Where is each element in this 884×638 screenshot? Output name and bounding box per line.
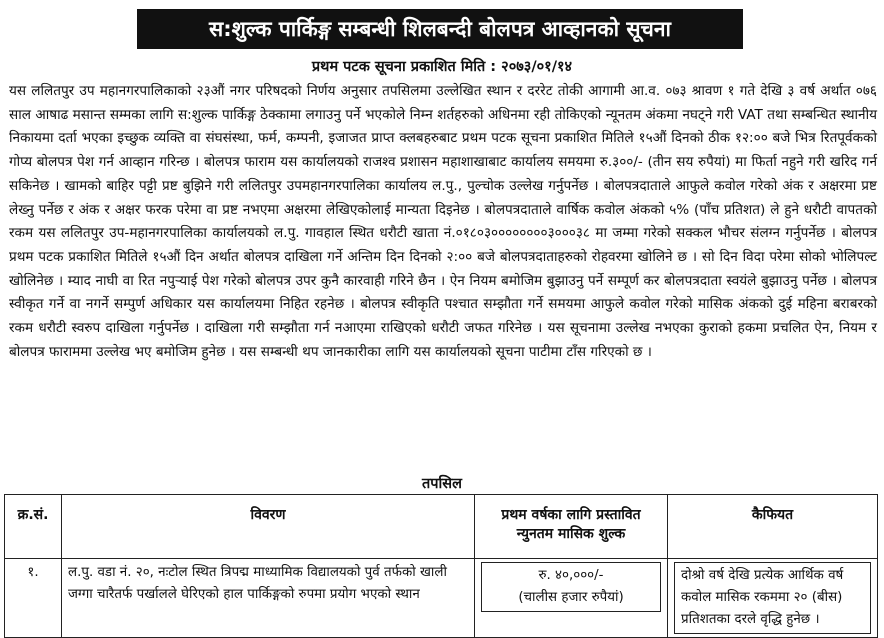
header-remarks: कैफियत bbox=[668, 495, 878, 559]
rent-amount: रु. ४०,०००/- bbox=[538, 568, 604, 583]
schedule-header-row bbox=[5, 495, 878, 559]
rent-box bbox=[481, 562, 661, 612]
rent-in-words: (चालीस हजार रुपैयां) bbox=[518, 590, 624, 605]
notice-body: यस ललितपुर उप महानगरपालिकाको २३औं नगर परिषदको निर्णय अनुसार तपसिलमा उल्लेखित स्थान र दररेट तोकी आगामी आ.व. ०७३ श्रावण १ गते देखि ३ वर्ष अर्थात ०७६ साल आषाढ मसान्त सम्मका लागि स:शुल्क पार्किङ्ग ठेक्कामा लगाउनु पर्ने भएकोले निम्न शर्तहरुको अधिनमा रही तोकिएको न्यूनतम अंकमा नघट्ने गरी VAT तथा सम्बन्धित स्थानीय निकायमा दर्ता भएका इच्छुक व्यक्ति वा संघसंस्था, फर्म, कम्पनी, इजाजत प्राप्त क्लबहरुबाट प्रथम पटक सूचना प्रकाशित मितिले १५औं दिनको ठीक १२:०० बजे भित्र रितपूर्वकको गोप्य बोलपत्र पेश गर्न आव्हान गरिन्छ । बोलपत्र फाराम यस कार्यालयको राजश्व प्रशासन महाशाखाबाट कार्यालय समयमा रु.३००/- (तीन सय रुपैयां) मा फिर्ता नहुने गरी खरिद गर्न सकिनेछ । खामको बाहिर पट्टी प्रष्ट बुझिने गरी ललितपुर उपमहानगरपालिका कार्यालय ल.पु., पुल्चोक उल्लेख गर्नुपर्नेछ । बोलपत्रदाताले आफुले कवोल गरेको अंक र अक्षरमा प्रष्ट लेख्नु पर्नेछ र अंक र अक्षर फरक परेमा वा प्रष्ट नभएमा अक्षरमा लेखिएकोलाई मान्यता दिइनेछ । बोलपत्रदाताले वार्षिक कवोल अंकको ५% (पाँच प्रतिशत) ले हुने धरौटी वापतको रकम यस ललितपुर उप-महानगरपालिका कार्यालयको ल.पु. गावहाल स्थित धरौटी खाता नं.०१८०३००००००००३०००३८ मा जम्मा गरेको सक्कल भौचर संलग्न गर्नुपर्नेछ । बोलपत्र प्रथम पटक प्रकाशित मितिले १५औं दिन अर्थात बोलपत्र दाखिला गर्ने अन्तिम दिन दिनको २:०० बजे बोलपत्रदाताहरुको रोहवरमा खोलिने छ । सो दिन विदा परेमा सोको भोलिपल्ट खोलिनेछ । म्याद नाघी वा रित नपुर्‍याई पेश गरेको बोलपत्र उपर कुनै कारवाही गरिने छैन । ऐन नियम बमोजिम बुझाउनु पर्ने सम्पूर्ण कर बोलपत्रदाता स्वयंले बुझाउनु पर्नेछ । बोलपत्र स्वीकृत गर्ने वा नगर्ने सम्पुर्ण अधिकार यस कार्यालयमा निहित रहनेछ । बोलपत्र स्वीकृति पश्चात सम्झौता गर्ने समयमा आफुले कवोल गरेको मासिक अंकको दुई महिना बराबरको रकम धरौटी स्वरुप दाखिला गर्नुपर्नेछ । दाखिला गरी सम्झौता गर्न नआएमा राखिएको धरौटी जफत गरिनेछ । यस सूचनामा उल्लेख नभएका कुराको हकमा प्रचलित ऐन, नियम र बोलपत्र फाराममा उल्लेख भए बमोजिम हुनेछ । यस सम्बन्धी थप जानकारीका लागि यस कार्यालयको सूचना पाटीमा टाँस गरिएको छ । bbox=[9, 83, 877, 360]
table-row bbox=[5, 559, 878, 638]
row-remarks bbox=[668, 559, 878, 638]
header-minimum-rent: प्रथम वर्षका लागि प्रस्तावित न्युनतम मासिक शुल्क bbox=[475, 495, 668, 559]
notice-title: स:शुल्क पार्किङ्ग सम्बन्धी शिलबन्दी बोलपत्र आव्हानको सूचना bbox=[137, 9, 743, 49]
remarks-box: दोश्रो वर्ष देखि प्रत्येक आर्थिक वर्ष कवोल मासिक रकममा २० (बीस) प्रतिशतका दरले वृद्धि हुनेछ । bbox=[674, 562, 871, 634]
row-minimum-rent bbox=[475, 559, 668, 638]
row-description: ल.पु. वडा नं. २०, नःटोल स्थित त्रिपद्म माध्यामिक विद्यालयको पुर्व तर्फको खाली जग्गा चारैतर्फ पर्खालले घेरिएको हाल पार्किङ्गको रुपमा प्रयोग भएको स्थान bbox=[62, 559, 475, 638]
row-serial: १. bbox=[5, 559, 62, 638]
schedule-table bbox=[4, 494, 878, 638]
header-serial: क्र.सं. bbox=[5, 495, 62, 559]
header-description: विवरण bbox=[62, 495, 475, 559]
publication-date-line: प्रथम पटक सूचना प्रकाशित मिति : २०७३/०१/१४ bbox=[311, 59, 573, 75]
schedule-heading: तपसिल bbox=[422, 476, 462, 492]
